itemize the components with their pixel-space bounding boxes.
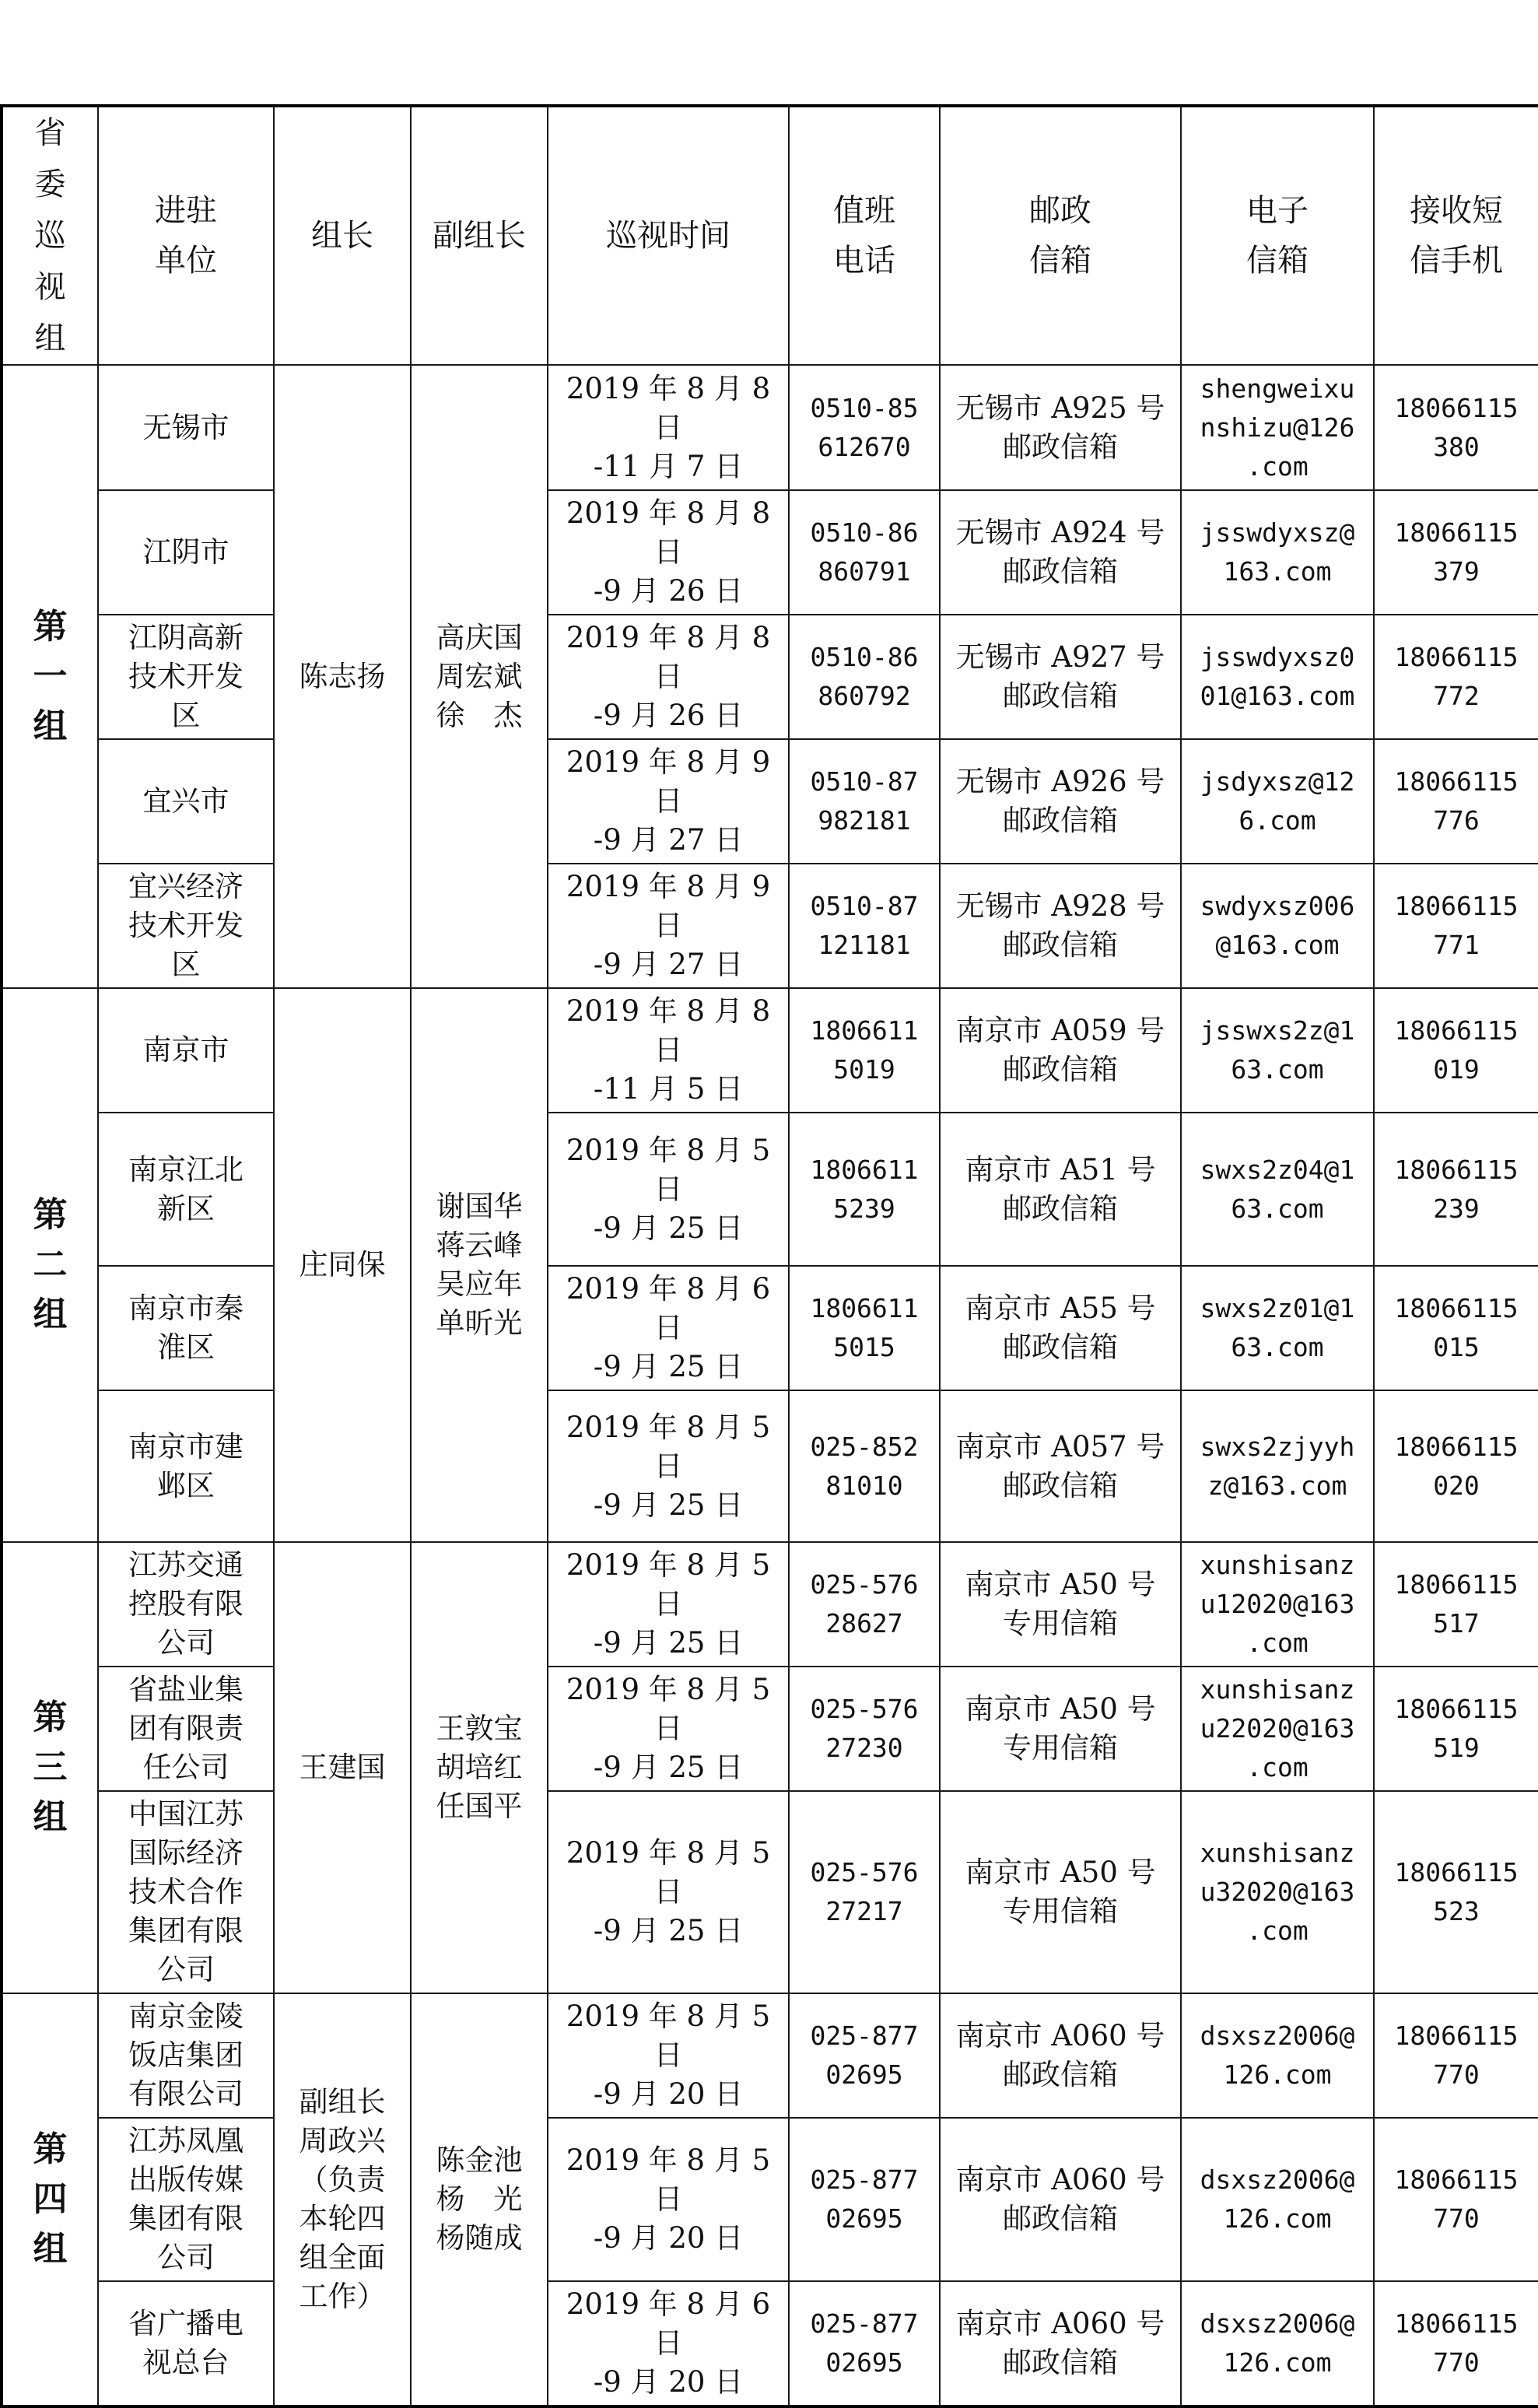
cell-email: xunshisanz u22020@163 .com: [1181, 1667, 1374, 1791]
cell-time: 2019 年 8 月 5 日 -9 月 25 日: [548, 1390, 789, 1542]
table-row: [2, 1390, 1538, 1542]
cell-email: swxs2z01@1 63.com: [1181, 1266, 1374, 1390]
cell-phone: 025-852 81010: [789, 1390, 940, 1542]
cell-postbox: 无锡市 A926 号 邮政信箱: [940, 739, 1181, 864]
cell-sms: 18066115 019: [1374, 988, 1538, 1113]
cell-postbox: 南京市 A55 号 邮政信箱: [940, 1266, 1181, 1390]
cell-time: 2019 年 8 月 5 日 -9 月 25 日: [548, 1791, 789, 1993]
cell-time: 2019 年 8 月 6 日 -9 月 25 日: [548, 1266, 789, 1390]
cell-phone: 025-576 27217: [789, 1791, 940, 1993]
group-leader: 陈志扬: [274, 365, 411, 988]
group-name: 第 一 组: [2, 365, 98, 988]
cell-unit: 南京江北 新区: [98, 1113, 274, 1266]
cell-email: dsxsz2006@ 126.com: [1181, 2281, 1374, 2406]
cell-sms: 18066115 517: [1374, 1542, 1538, 1667]
cell-sms: 18066115 770: [1374, 1993, 1538, 2118]
group-deputies: 陈金池 杨 光 杨随成: [411, 1993, 548, 2406]
cell-phone: 025-877 02695: [789, 1993, 940, 2118]
cell-postbox: 南京市 A060 号 邮政信箱: [940, 2118, 1181, 2281]
cell-sms: 18066115 523: [1374, 1791, 1538, 1993]
cell-postbox: 南京市 A059 号 邮政信箱: [940, 988, 1181, 1113]
cell-phone: 0510-85 612670: [789, 365, 940, 490]
cell-unit: 南京市建 邺区: [98, 1390, 274, 1542]
cell-phone: 1806611 5015: [789, 1266, 940, 1390]
cell-unit: 宜兴市: [98, 739, 274, 864]
cell-unit: 江苏凤凰 出版传媒 集团有限 公司: [98, 2118, 274, 2281]
cell-phone: 025-877 02695: [789, 2281, 940, 2406]
table-row: [2, 739, 1538, 864]
cell-sms: 18066115 239: [1374, 1113, 1538, 1266]
cell-email: dsxsz2006@ 126.com: [1181, 1993, 1374, 2118]
cell-time: 2019 年 8 月 8 日 -11 月 7 日: [548, 365, 789, 490]
cell-unit: 江苏交通 控股有限 公司: [98, 1542, 274, 1667]
group-deputies: 谢国华 蒋云峰 吴应年 单昕光: [411, 988, 548, 1542]
header-leader: 组长: [274, 106, 411, 365]
table-row: [2, 2118, 1538, 2281]
cell-phone: 1806611 5239: [789, 1113, 940, 1266]
cell-time: 2019 年 8 月 5 日 -9 月 20 日: [548, 2118, 789, 2281]
cell-unit: 中国江苏 国际经济 技术合作 集团有限 公司: [98, 1791, 274, 1993]
table-row: [2, 1667, 1538, 1791]
cell-email: dsxsz2006@ 126.com: [1181, 2118, 1374, 2281]
header-phone: 值班 电话: [789, 106, 940, 365]
header-deputy: 副组长: [411, 106, 548, 365]
table-body: [2, 365, 1538, 2406]
cell-unit: 南京市秦 淮区: [98, 1266, 274, 1390]
table-row: [2, 1542, 1538, 1667]
cell-phone: 0510-86 860791: [789, 490, 940, 615]
cell-sms: 18066115 770: [1374, 2281, 1538, 2406]
cell-email: shengweixu nshizu@126 .com: [1181, 365, 1374, 490]
cell-phone: 025-576 27230: [789, 1667, 940, 1791]
cell-sms: 18066115 771: [1374, 864, 1538, 988]
cell-email: jsswxs2z@1 63.com: [1181, 988, 1374, 1113]
cell-postbox: 无锡市 A924 号 邮政信箱: [940, 490, 1181, 615]
cell-postbox: 南京市 A060 号 邮政信箱: [940, 2281, 1181, 2406]
table-row: [2, 864, 1538, 988]
cell-unit: 无锡市: [98, 365, 274, 490]
cell-postbox: 南京市 A060 号 邮政信箱: [940, 1993, 1181, 2118]
cell-sms: 18066115 015: [1374, 1266, 1538, 1390]
table-row: [2, 615, 1538, 739]
table-row: [2, 1993, 1538, 2118]
cell-postbox: 南京市 A50 号 专用信箱: [940, 1542, 1181, 1667]
group-deputies: 王敦宝 胡培红 任国平: [411, 1542, 548, 1993]
cell-postbox: 无锡市 A927 号 邮政信箱: [940, 615, 1181, 739]
cell-postbox: 南京市 A057 号 邮政信箱: [940, 1390, 1181, 1542]
header-row: [2, 106, 1538, 365]
header-sms: 接收短 信手机: [1374, 106, 1538, 365]
cell-time: 2019 年 8 月 8 日 -9 月 26 日: [548, 615, 789, 739]
cell-unit: 江阴市: [98, 490, 274, 615]
cell-time: 2019 年 8 月 8 日 -11 月 5 日: [548, 988, 789, 1113]
cell-phone: 0510-87 982181: [789, 739, 940, 864]
cell-unit: 南京市: [98, 988, 274, 1113]
table-row: [2, 1113, 1538, 1266]
cell-unit: 南京金陵 饭店集团 有限公司: [98, 1993, 274, 2118]
cell-time: 2019 年 8 月 5 日 -9 月 25 日: [548, 1542, 789, 1667]
table-row: [2, 1791, 1538, 1993]
cell-phone: 1806611 5019: [789, 988, 940, 1113]
header-unit: 进驻 单位: [98, 106, 274, 365]
table-row: [2, 988, 1538, 1113]
cell-sms: 18066115 020: [1374, 1390, 1538, 1542]
group-name: 第 三 组: [2, 1542, 98, 1993]
cell-unit: 省广播电 视总台: [98, 2281, 274, 2406]
cell-postbox: 南京市 A51 号 邮政信箱: [940, 1113, 1181, 1266]
cell-unit: 宜兴经济 技术开发 区: [98, 864, 274, 988]
header-time: 巡视时间: [548, 106, 789, 365]
group-leader: 副组长 周政兴 （负责 本轮四 组全面 工作）: [274, 1993, 411, 2406]
cell-sms: 18066115 519: [1374, 1667, 1538, 1791]
cell-sms: 18066115 380: [1374, 365, 1538, 490]
header-group: 省 委 巡 视 组: [2, 106, 98, 365]
cell-postbox: 南京市 A50 号 专用信箱: [940, 1791, 1181, 1993]
cell-postbox: 无锡市 A925 号 邮政信箱: [940, 365, 1181, 490]
cell-unit: 江阴高新 技术开发 区: [98, 615, 274, 739]
header-email: 电子 信箱: [1181, 106, 1374, 365]
group-deputies: 高庆国 周宏斌 徐 杰: [411, 365, 548, 988]
cell-postbox: 无锡市 A928 号 邮政信箱: [940, 864, 1181, 988]
header-postbox: 邮政 信箱: [940, 106, 1181, 365]
table-row: [2, 365, 1538, 490]
cell-time: 2019 年 8 月 5 日 -9 月 25 日: [548, 1667, 789, 1791]
cell-sms: 18066115 379: [1374, 490, 1538, 615]
cell-email: swxs2z04@1 63.com: [1181, 1113, 1374, 1266]
inspection-schedule-table: [0, 104, 1538, 2408]
cell-phone: 0510-86 860792: [789, 615, 940, 739]
cell-email: jsswdyxsz0 01@163.com: [1181, 615, 1374, 739]
cell-phone: 025-576 28627: [789, 1542, 940, 1667]
cell-email: swxs2zjyyh z@163.com: [1181, 1390, 1374, 1542]
cell-sms: 18066115 772: [1374, 615, 1538, 739]
table-row: [2, 1266, 1538, 1390]
cell-time: 2019 年 8 月 9 日 -9 月 27 日: [548, 864, 789, 988]
cell-postbox: 南京市 A50 号 专用信箱: [940, 1667, 1181, 1791]
cell-email: jsdyxsz@12 6.com: [1181, 739, 1374, 864]
cell-sms: 18066115 776: [1374, 739, 1538, 864]
cell-time: 2019 年 8 月 8 日 -9 月 26 日: [548, 490, 789, 615]
table-row: [2, 490, 1538, 615]
group-leader: 庄同保: [274, 988, 411, 1542]
cell-sms: 18066115 770: [1374, 2118, 1538, 2281]
cell-unit: 省盐业集 团有限责 任公司: [98, 1667, 274, 1791]
cell-time: 2019 年 8 月 5 日 -9 月 20 日: [548, 1993, 789, 2118]
group-name: 第 四 组: [2, 1993, 98, 2406]
group-name: 第 二 组: [2, 988, 98, 1542]
cell-email: xunshisanz u12020@163 .com: [1181, 1542, 1374, 1667]
cell-email: jsswdyxsz@ 163.com: [1181, 490, 1374, 615]
cell-time: 2019 年 8 月 6 日 -9 月 20 日: [548, 2281, 789, 2406]
cell-time: 2019 年 8 月 5 日 -9 月 25 日: [548, 1113, 789, 1266]
group-leader: 王建国: [274, 1542, 411, 1993]
cell-email: xunshisanz u32020@163 .com: [1181, 1791, 1374, 1993]
cell-email: swdyxsz006 @163.com: [1181, 864, 1374, 988]
cell-phone: 025-877 02695: [789, 2118, 940, 2281]
table-row: [2, 2281, 1538, 2406]
cell-phone: 0510-87 121181: [789, 864, 940, 988]
cell-time: 2019 年 8 月 9 日 -9 月 27 日: [548, 739, 789, 864]
